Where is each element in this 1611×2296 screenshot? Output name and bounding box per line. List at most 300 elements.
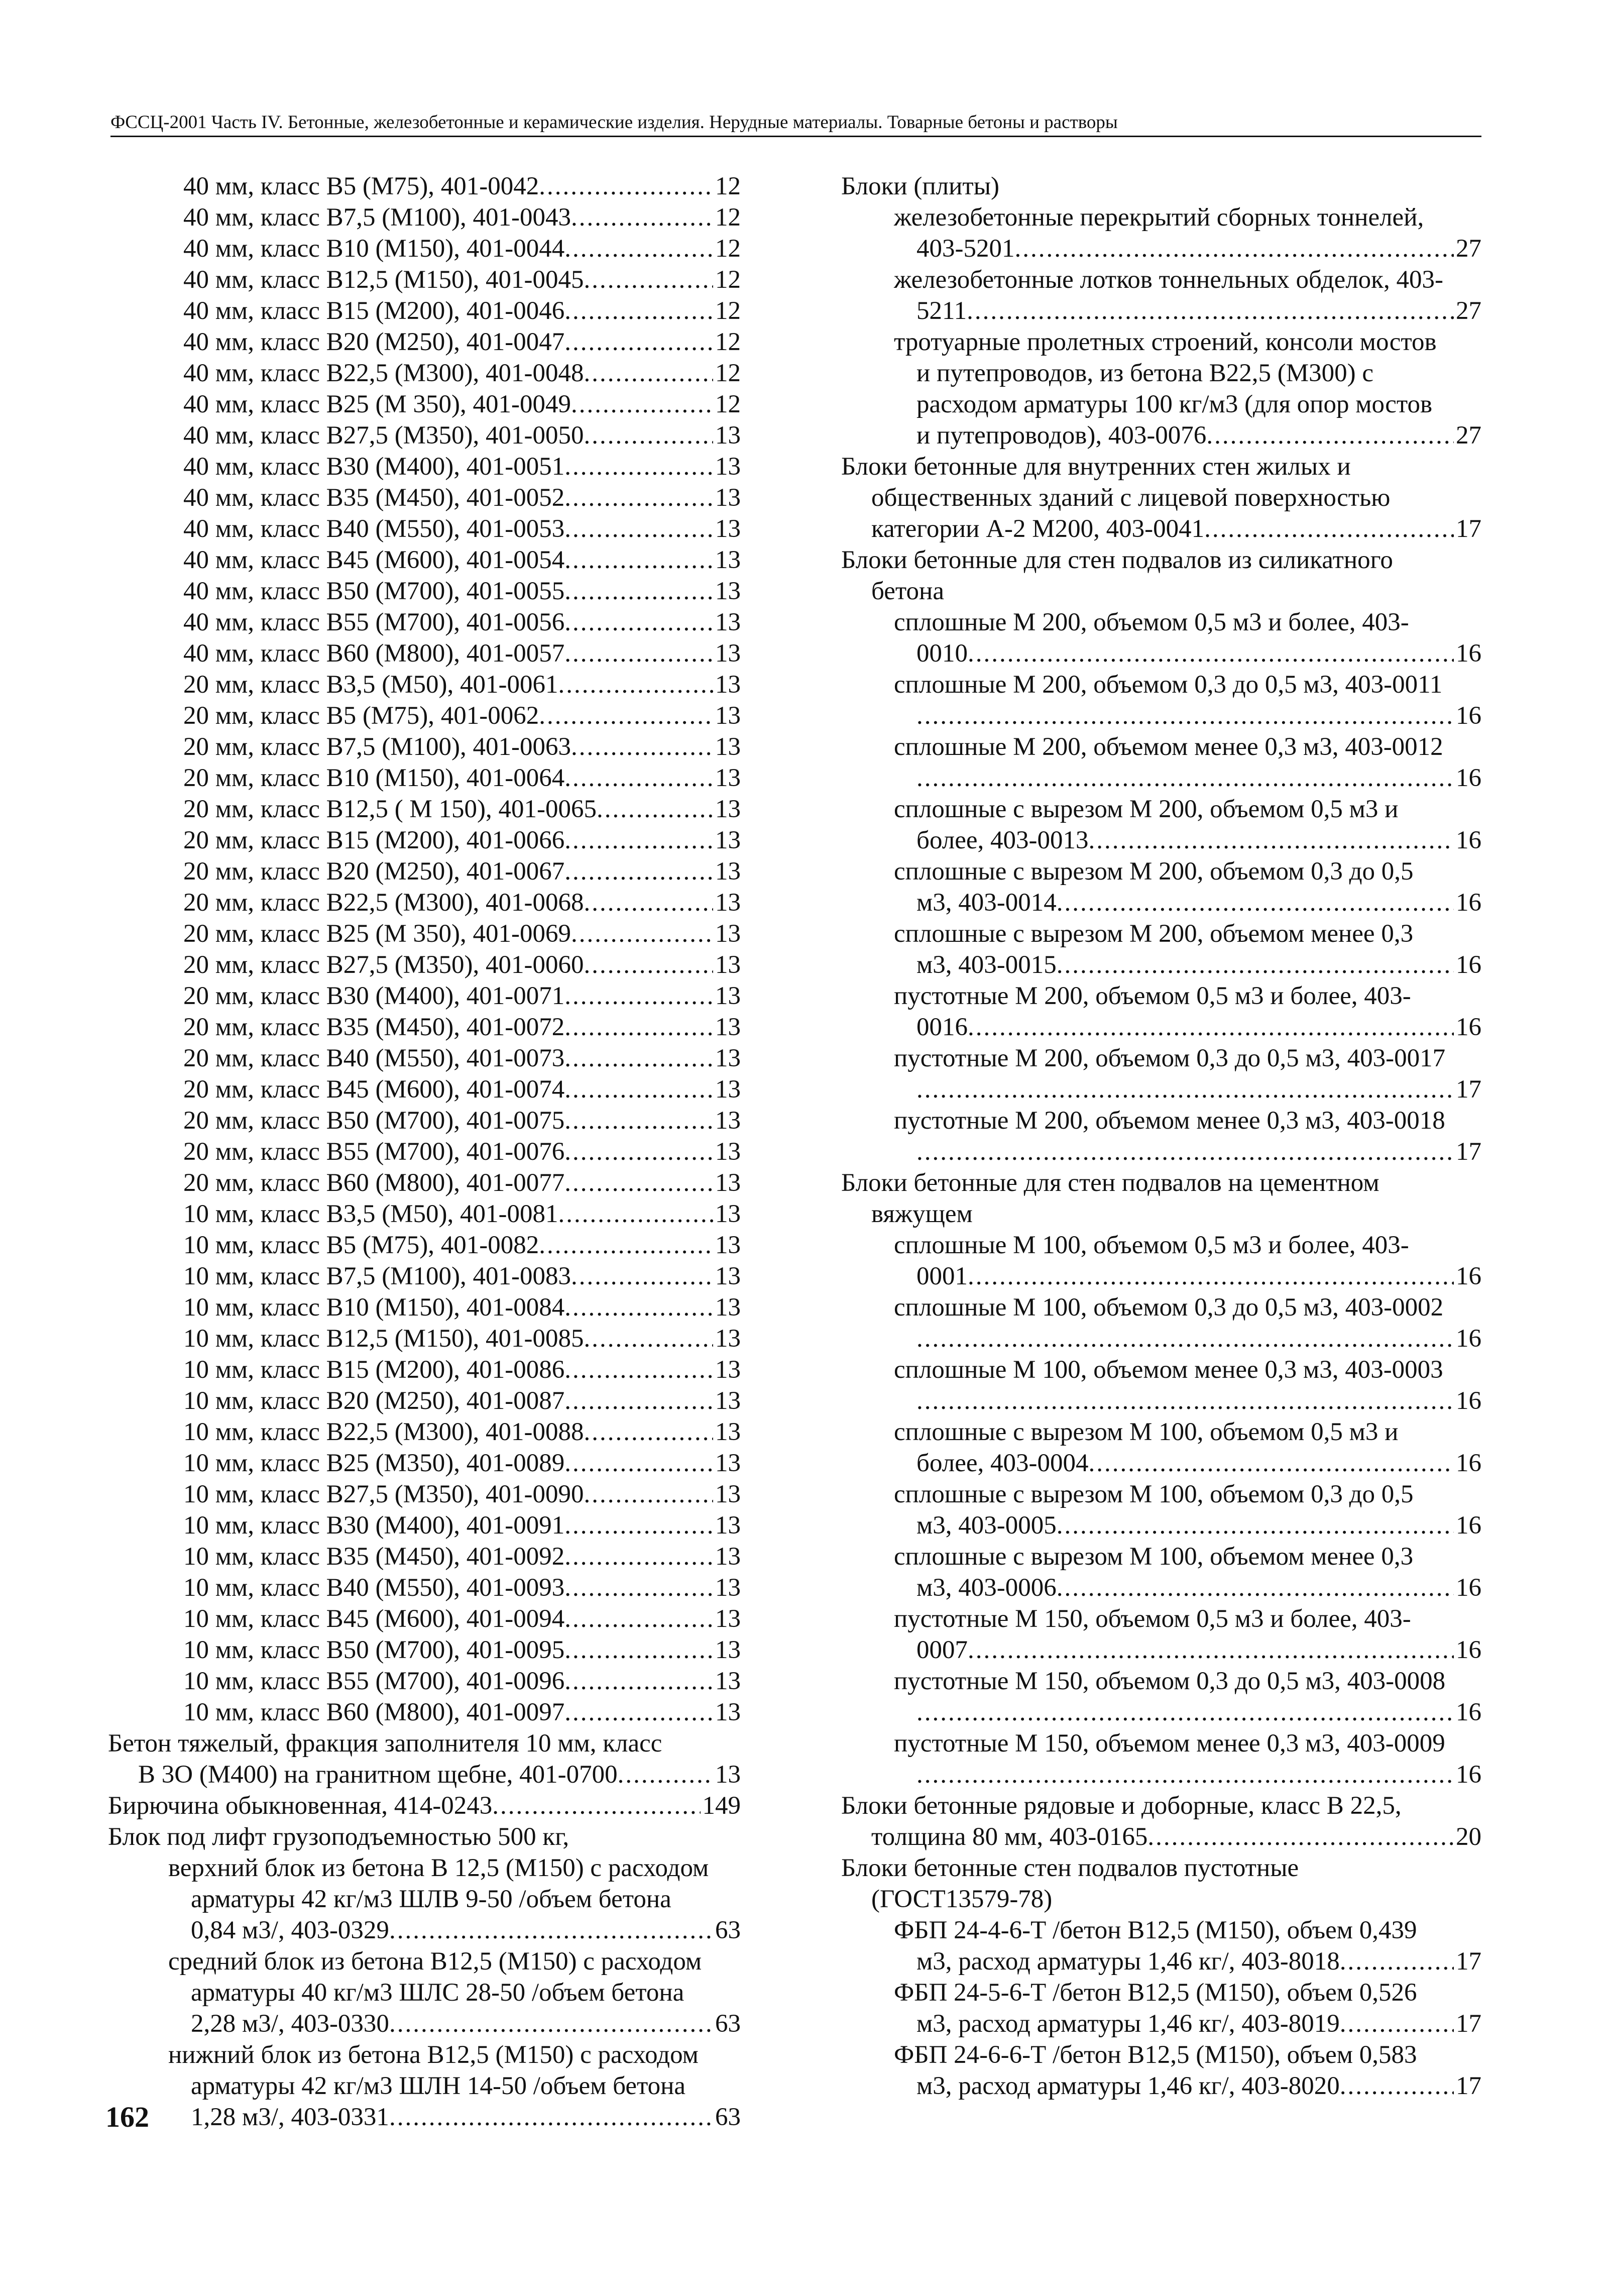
dot-leader [564,1167,713,1198]
dot-leader [492,1790,700,1821]
dot-leader [539,700,713,731]
entry-text: верхний блок из бетона В 12,5 (М150) с расходом [168,1854,709,1882]
entry-text: сплошные с вырезом М 100, объемом 0,3 до 0,5 [894,1480,1414,1508]
dot-leader [564,482,713,513]
index-entry [841,669,1481,700]
index-entry [108,420,741,451]
entry-page-number: 13 [715,1449,741,1477]
dot-leader [564,1354,713,1385]
entry-page-number: 27 [1456,297,1481,325]
index-entry [108,918,741,949]
entry-text: 20 мм, класс В30 (М400), 401-0071 [183,982,565,1010]
index-entry [108,1043,741,1074]
index-entry [108,1136,741,1167]
entry-page-number: 13 [715,639,741,668]
index-entry [841,1728,1481,1759]
entry-page-number: 16 [1456,1511,1481,1540]
index-entry [841,638,1481,669]
entry-text: м3, 403-0006 [916,1574,1057,1602]
entry-text: 20 мм, класс В40 (М550), 401-0073 [183,1044,565,1072]
dot-leader [564,233,713,264]
entry-text: м3, расход арматуры 1,46 кг/, 403-8018 [916,1947,1340,1976]
entry-page-number: 13 [715,1605,741,1633]
dot-leader [1204,513,1454,544]
entry-text: 5211 [916,297,967,325]
entry-text: 10 мм, класс В25 (М350), 401-0089 [183,1449,565,1477]
dot-leader [564,326,713,358]
index-entry [841,1572,1481,1603]
entry-text: арматуры 42 кг/м3 ШЛН 14-50 /объем бетона [191,2072,686,2100]
dot-leader [389,1915,713,1946]
entry-text: толщина 80 мм, 403-0165 [871,1823,1148,1851]
entry-text: 40 мм, класс В7,5 (М100), 401-0043 [183,203,571,232]
entry-text: 10 мм, класс В40 (М550), 401-0093 [183,1574,565,1602]
entry-page-number: 12 [715,235,741,263]
entry-page-number: 63 [715,2010,741,2038]
entry-text: 40 мм, класс В25 (М 350), 401-0049 [183,390,571,418]
dot-leader [564,1136,713,1167]
index-entry [108,980,741,1012]
index-entry [841,2039,1481,2070]
entry-text: арматуры 40 кг/м3 ШЛС 28-50 /объем бетона [191,1979,684,2007]
index-entry [108,1354,741,1385]
dot-leader [1088,1448,1454,1479]
entry-text: сплошные с вырезом М 100, объемом менее 0,3 [894,1543,1414,1571]
index-entry [841,762,1481,794]
entry-text: 10 мм, класс В45 (М600), 401-0094 [183,1605,565,1633]
index-entry [108,1012,741,1043]
entry-page-number: 16 [1456,1636,1481,1664]
index-entry [841,1759,1481,1790]
dot-leader [564,1572,713,1603]
entry-text: 0016 [916,1013,968,1041]
index-entry [841,1634,1481,1666]
entry-text: железобетонные лотков тоннельных обделок, 403- [894,266,1443,294]
entry-text: общественных зданий с лицевой поверхностью [871,484,1391,512]
entry-text: 20 мм, класс В15 (М200), 401-0066 [183,826,565,854]
index-entry [108,295,741,326]
dot-leader [564,980,713,1012]
entry-page-number: 16 [1456,951,1481,979]
entry-page-number: 13 [715,1636,741,1664]
dot-leader [564,451,713,482]
entry-page-number: 12 [715,390,741,418]
entry-text: 0,84 м3/, 403-0329 [191,1916,389,1944]
dot-leader [558,669,714,700]
entry-page-number: 16 [1456,1013,1481,1041]
dot-leader [618,1759,713,1790]
entry-page-number: 13 [715,608,741,636]
entry-text: 10 мм, класс В20 (М250), 401-0087 [183,1387,565,1415]
index-entry [108,1603,741,1634]
dot-leader [1057,1510,1454,1541]
dot-leader [564,1012,713,1043]
index-entry [841,1977,1481,2008]
dot-leader [564,295,713,326]
index-entry [841,1292,1481,1323]
entry-page-number: 27 [1456,421,1481,450]
entry-page-number: 16 [1456,889,1481,917]
entry-page-number: 13 [715,1293,741,1322]
entry-text: 40 мм, класс В55 (М700), 401-0056 [183,608,565,636]
entry-text: сплошные М 200, объемом менее 0,3 м3, 403-0012 [894,733,1443,761]
entry-page-number: 13 [715,1480,741,1508]
entry-page-number: 17 [1456,2072,1481,2100]
index-entry [108,700,741,731]
index-entry [841,389,1481,420]
entry-page-number: 13 [715,1107,741,1135]
entry-page-number: 13 [715,733,741,761]
entry-page-number: 149 [702,1792,741,1820]
dot-leader [968,1012,1454,1043]
entry-text: пустотные М 200, объемом менее 0,3 м3, 403-0018 [894,1107,1445,1135]
index-entry [108,731,741,762]
entry-page-number: 13 [715,453,741,481]
entry-text: м3, расход арматуры 1,46 кг/, 403-8020 [916,2072,1340,2100]
entry-text: Блок под лифт грузоподъемностью 500 кг, [108,1823,569,1851]
dot-leader [564,1074,713,1105]
entry-text: 20 мм, класс В55 (М700), 401-0076 [183,1138,565,1166]
index-entry [108,1759,741,1790]
entry-page-number: 12 [715,359,741,387]
entry-text: 20 мм, класс В45 (М600), 401-0074 [183,1075,565,1104]
entry-text: 20 мм, класс В22,5 (М300), 401-0068 [183,889,584,917]
entry-page-number: 13 [715,1231,741,1259]
index-entry [108,1541,741,1572]
index-entry [841,856,1481,887]
entry-page-number: 16 [1456,1325,1481,1353]
entry-text: и путепроводов), 403-0076 [916,421,1207,450]
dot-leader [1057,1572,1454,1603]
index-entry [841,1167,1481,1198]
entry-text: 40 мм, класс В5 (М75), 401-0042 [183,172,539,200]
dot-leader [564,638,713,669]
entry-page-number: 13 [715,1262,741,1290]
dot-leader [564,1510,713,1541]
index-entry [108,949,741,980]
entry-page-number: 13 [715,764,741,792]
entry-text: вяжущем [871,1200,973,1228]
index-entry [841,576,1481,607]
index-entry [108,1852,741,1884]
entry-text: железобетонные перекрытий сборных тоннелей, [894,203,1424,232]
dot-leader [584,1479,714,1510]
index-entry [108,887,741,918]
dot-leader [564,1043,713,1074]
index-entry [841,1510,1481,1541]
entry-page-number: 13 [715,1543,741,1571]
dot-leader [916,1759,1454,1790]
index-entry [841,1198,1481,1230]
index-entry [108,1946,741,1977]
index-entry [108,1697,741,1728]
dot-leader [564,1666,713,1697]
index-entry [108,264,741,295]
index-entry [841,513,1481,544]
entry-page-number: 13 [715,1418,741,1446]
index-entry [108,1634,741,1666]
index-entry [108,1416,741,1448]
dot-leader [584,420,714,451]
dot-leader [564,1603,713,1634]
dot-leader [916,1074,1454,1105]
index-entry [108,638,741,669]
dot-leader [571,202,713,233]
index-entry [841,544,1481,576]
dot-leader [1014,233,1454,264]
entry-text: 40 мм, класс В60 (М800), 401-0057 [183,639,565,668]
index-entry [841,1261,1481,1292]
entry-text: 0007 [916,1636,968,1664]
dot-leader [564,1634,713,1666]
entry-text: сплошные М 100, объемом менее 0,3 м3, 403-0003 [894,1356,1443,1384]
entry-text: м3, 403-0005 [916,1511,1057,1540]
index-entry [108,576,741,607]
index-entry [841,2070,1481,2102]
entry-text: Блоки бетонные для внутренних стен жилых и [841,453,1351,481]
entry-text: 20 мм, класс В7,5 (М100), 401-0063 [183,733,571,761]
dot-leader [584,887,714,918]
entry-text: сплошные М 200, объемом 0,3 до 0,5 м3, 403-0011 [894,671,1443,699]
running-header [110,112,1481,137]
index-entry [108,1510,741,1541]
entry-text: 40 мм, класс В30 (М400), 401-0051 [183,453,565,481]
index-entry [841,1821,1481,1852]
index-column-left [108,171,741,2133]
index-entry [841,1012,1481,1043]
entry-text: сплошные М 100, объемом 0,3 до 0,5 м3, 403-0002 [894,1293,1444,1322]
entry-text: нижний блок из бетона В12,5 (М150) с расходом [168,2041,699,2069]
index-entry [841,420,1481,451]
dot-leader [571,918,713,949]
entry-text: 40 мм, класс В45 (М600), 401-0054 [183,546,565,574]
entry-page-number: 13 [715,1667,741,1695]
entry-text: 40 мм, класс В27,5 (М350), 401-0050 [183,421,584,450]
index-entry [841,1230,1481,1261]
index-entry [841,1105,1481,1136]
dot-leader [597,794,713,825]
entry-text: более, 403-0013 [916,826,1089,854]
index-entry [108,1198,741,1230]
index-entry [841,1697,1481,1728]
dot-leader [584,358,714,389]
entry-text: 10 мм, класс В55 (М700), 401-0096 [183,1667,565,1695]
entry-text: 40 мм, класс В15 (М200), 401-0046 [183,297,565,325]
dot-leader [1057,949,1454,980]
entry-page-number: 13 [715,702,741,730]
index-entry [108,1915,741,1946]
entry-page-number: 16 [1456,1262,1481,1290]
index-entry [841,1323,1481,1354]
index-entry [841,1884,1481,1915]
index-entry [841,358,1481,389]
dot-leader [564,607,713,638]
index-entry [841,980,1481,1012]
index-entry [108,1292,741,1323]
dot-leader [564,513,713,544]
entry-text: 40 мм, класс В20 (М250), 401-0047 [183,328,565,356]
index-entry [108,389,741,420]
entry-text: 10 мм, класс В10 (М150), 401-0084 [183,1293,565,1322]
entry-text: сплошные М 100, объемом 0,5 м3 и более, 403- [894,1231,1409,1259]
dot-leader [584,949,714,980]
entry-text: 20 мм, класс В27,5 (М350), 401-0060 [183,951,584,979]
entry-text: 1,28 м3/, 403-0331 [191,2103,389,2131]
entry-text: и путепроводов, из бетона В22,5 (М300) с [916,359,1373,387]
entry-text: Блоки бетонные для стен подвалов на цементном [841,1169,1379,1197]
entry-page-number: 13 [715,1325,741,1353]
dot-leader [1206,420,1454,451]
entry-page-number: 13 [715,1013,741,1041]
entry-page-number: 16 [1456,1387,1481,1415]
entry-text: 0010 [916,639,968,668]
entry-text: 10 мм, класс В50 (М700), 401-0095 [183,1636,565,1664]
entry-text: 40 мм, класс В50 (М700), 401-0055 [183,577,565,605]
index-entry [841,607,1481,638]
index-entry [108,358,741,389]
entry-page-number: 13 [715,1356,741,1384]
index-entry [841,202,1481,233]
index-entry [108,1261,741,1292]
entry-text: 2,28 м3/, 403-0330 [191,2010,389,2038]
index-entry [108,326,741,358]
entry-page-number: 17 [1456,1947,1481,1976]
dot-leader [564,1105,713,1136]
entry-text: 403-5201 [916,235,1015,263]
entry-text: ФБП 24-4-6-Т /бетон В12,5 (М150), объем 0,439 [894,1916,1417,1944]
index-entry [841,1479,1481,1510]
index-entry [108,1105,741,1136]
index-entry [841,1915,1481,1946]
entry-page-number: 13 [715,1075,741,1104]
index-entry [108,1167,741,1198]
dot-leader [916,1385,1454,1416]
index-entry [108,2070,741,2102]
entry-text: 20 мм, класс В12,5 ( М 150), 401-0065 [183,795,597,823]
dot-leader [916,1136,1454,1167]
index-entry [841,825,1481,856]
entry-text: м3, расход арматуры 1,46 кг/, 403-8019 [916,2010,1340,2038]
dot-leader [389,2008,713,2039]
entry-text: ФБП 24-5-6-Т /бетон В12,5 (М150), объем 0,526 [894,1979,1417,2007]
entry-page-number: 13 [715,1511,741,1540]
index-entry [108,1448,741,1479]
entry-page-number: 13 [715,484,741,512]
entry-page-number: 16 [1456,1449,1481,1477]
index-entry [108,1385,741,1416]
index-entry [841,451,1481,482]
index-entry [841,887,1481,918]
index-entry [841,1416,1481,1448]
entry-text: арматуры 42 кг/м3 ШЛВ 9-50 /объем бетона [191,1885,671,1913]
index-entry [841,1541,1481,1572]
entry-page-number: 16 [1456,826,1481,854]
entry-text: 20 мм, класс В20 (М250), 401-0067 [183,857,565,886]
index-entry [841,794,1481,825]
dot-leader [968,1261,1454,1292]
index-column-right [841,171,1481,2102]
entry-text: пустотные М 200, объемом 0,5 м3 и более, 403- [894,982,1411,1010]
entry-text: Бетон тяжелый, фракция заполнителя 10 мм, класс [108,1729,662,1758]
entry-text: 20 мм, класс В5 (М75), 401-0062 [183,702,539,730]
entry-text: более, 403-0004 [916,1449,1089,1477]
dot-leader [968,638,1454,669]
entry-text: пустотные М 150, объемом 0,3 до 0,5 м3, 403-0008 [894,1667,1446,1695]
index-entry [108,856,741,887]
entry-page-number: 13 [715,889,741,917]
entry-text: 10 мм, класс В15 (М200), 401-0086 [183,1356,565,1384]
dot-leader [564,1385,713,1416]
entry-page-number: 13 [715,920,741,948]
index-entry [841,949,1481,980]
entry-text: 40 мм, класс В40 (М550), 401-0053 [183,515,565,543]
entry-page-number: 13 [715,982,741,1010]
index-entry [108,2039,741,2070]
entry-text: расходом арматуры 100 кг/м3 (для опор мостов [916,390,1433,418]
index-entry [841,482,1481,513]
index-entry [108,482,741,513]
entry-text: сплошные с вырезом М 200, объемом 0,3 до 0,5 [894,857,1414,886]
index-entry [108,1572,741,1603]
header-title: ФССЦ-2001 Часть IV. Бетонные, железобетонные и керамические изделия. Нерудные материалы. Товарные бетоны и растворы [110,112,1118,133]
dot-leader [916,1697,1454,1728]
entry-page-number: 20 [1456,1823,1481,1851]
index-entry [841,1354,1481,1385]
entry-page-number: 12 [715,328,741,356]
entry-text: категории А-2 М200, 403-0041 [871,515,1205,543]
entry-page-number: 12 [715,172,741,200]
entry-page-number: 13 [715,951,741,979]
dot-leader [1340,1946,1454,1977]
entry-text: 40 мм, класс В10 (М150), 401-0044 [183,235,565,263]
index-entry [841,1385,1481,1416]
index-entry [108,1323,741,1354]
dot-leader [1088,825,1454,856]
index-entry [841,700,1481,731]
dot-leader [564,576,713,607]
index-entry [108,202,741,233]
entry-page-number: 13 [715,1698,741,1726]
entry-text: 10 мм, класс В7,5 (М100), 401-0083 [183,1262,571,1290]
dot-leader [571,731,713,762]
entry-page-number: 17 [1456,2010,1481,2038]
dot-leader [968,1634,1454,1666]
entry-text: 10 мм, класс В3,5 (М50), 401-0081 [183,1200,558,1228]
dot-leader [389,2102,713,2133]
entry-page-number: 16 [1456,1698,1481,1726]
entry-text: бетона [871,577,944,605]
entry-page-number: 16 [1456,764,1481,792]
index-entry [108,2008,741,2039]
index-entry [108,171,741,202]
entry-page-number: 13 [715,1761,741,1789]
entry-page-number: 17 [1456,515,1481,543]
entry-text: 10 мм, класс В12,5 (М150), 401-0085 [183,1325,584,1353]
entry-text: 10 мм, класс В27,5 (М350), 401-0090 [183,1480,584,1508]
index-entry [108,1074,741,1105]
index-entry [108,1821,741,1852]
index-entry [108,669,741,700]
entry-text: 20 мм, класс В10 (М150), 401-0064 [183,764,565,792]
index-entry [841,731,1481,762]
dot-leader [564,1541,713,1572]
entry-text: 10 мм, класс В60 (М800), 401-0097 [183,1698,565,1726]
entry-text: В 3О (М400) на гранитном щебне, 401-0700 [138,1761,618,1789]
entry-text: 10 мм, класс В5 (М75), 401-0082 [183,1231,539,1259]
entry-text: Блоки бетонные рядовые и доборные, класс В 22,5, [841,1792,1402,1820]
dot-leader [564,1448,713,1479]
entry-text: 40 мм, класс В22,5 (М300), 401-0048 [183,359,584,387]
